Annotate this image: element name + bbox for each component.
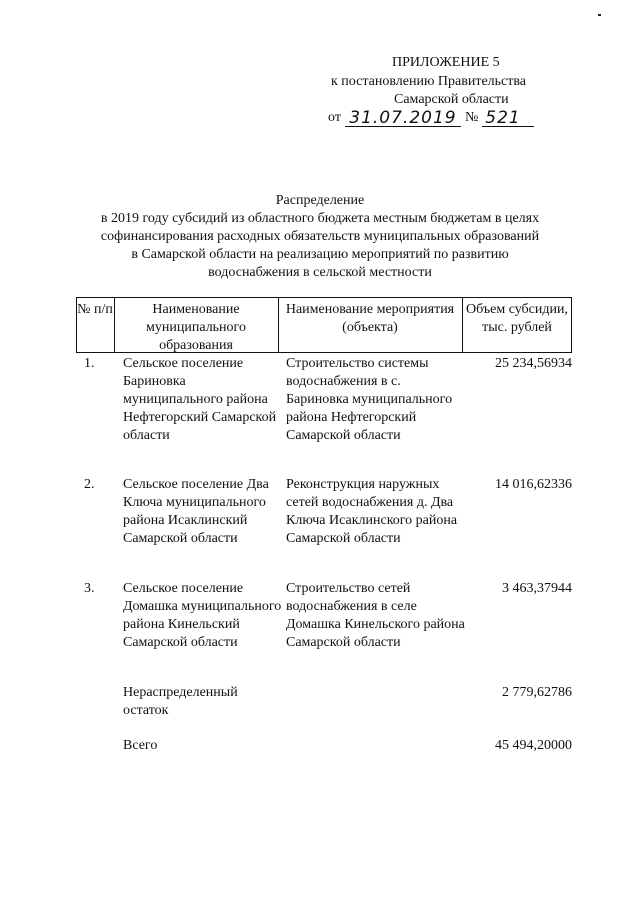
row-amount: 3 463,37944 — [502, 581, 572, 596]
row-municipality: Нераспределенный остаток — [123, 685, 238, 718]
appendix-resolution-line: к постановлению Правительства — [331, 74, 527, 89]
heading-line: в Самарской области на реализацию мероприятий по развитию — [131, 247, 509, 262]
row-event: Строительство системы водоснабжения в с. Бариновка муниципального района Нефтегорский Самарской области — [286, 356, 453, 443]
heading-line: софинансирования расходных обязательств муниципальных образований — [100, 229, 540, 244]
row-municipality: Сельское поселение Бариновка муниципального района Нефтегорский Самарской области — [123, 356, 277, 443]
row-amount: 45 494,20000 — [495, 738, 572, 753]
row-amount: 14 016,62336 — [495, 477, 572, 492]
row-amount: 2 779,62786 — [502, 685, 572, 700]
heading-line: водоснабжения в сельской местности — [208, 265, 432, 280]
handwritten-number: 521 — [482, 110, 534, 127]
distribution-table — [76, 297, 572, 753]
header-num: № п/п — [77, 302, 113, 317]
number-prefix: № — [464, 110, 479, 125]
header-amount: Объем субсидии, тыс. рублей — [466, 302, 568, 335]
row-num: 3. — [84, 581, 95, 596]
heading-line: в 2019 году субсидий из областного бюджета местным бюджетам в целях — [100, 211, 540, 226]
appendix-date-line — [328, 109, 534, 127]
row-municipality: Сельское поселение Два Ключа муниципального района Исаклинский Самарской области — [123, 477, 269, 546]
header-municipality: Наименование муниципального образования — [146, 302, 246, 353]
row-num: 2. — [84, 477, 95, 492]
row-event: Реконструкция наружных сетей водоснабжения д. Два Ключа Исаклинского района Самарской области — [286, 477, 458, 546]
row-event: Строительство сетей водоснабжения в селе Домашка Кинельского района Самарской области — [286, 581, 465, 650]
appendix-region-line: Самарской области — [394, 92, 509, 107]
appendix-title: ПРИЛОЖЕНИЕ 5 — [392, 55, 500, 70]
row-municipality: Сельское поселение Домашка муниципального района Кинельский Самарской области — [123, 581, 282, 650]
handwritten-date: 31.07.2019 — [345, 110, 461, 127]
row-amount: 25 234,56934 — [495, 356, 572, 371]
row-num: 1. — [84, 356, 95, 371]
date-prefix: от — [328, 110, 341, 125]
heading-line: Распределение — [275, 193, 365, 208]
row-municipality: Всего — [123, 738, 158, 753]
table-header — [76, 297, 572, 353]
document-heading — [60, 192, 580, 282]
header-event: Наименование мероприятия (объекта) — [285, 302, 455, 335]
scan-mark — [598, 14, 601, 16]
